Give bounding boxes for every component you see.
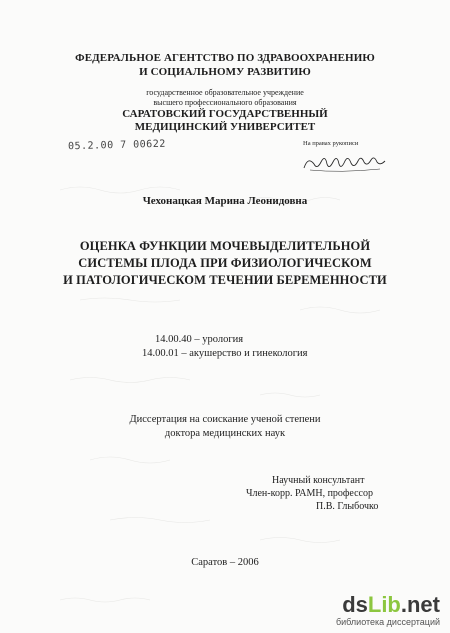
- title-line-2: СИСТЕМЫ ПЛОДА ПРИ ФИЗИОЛОГИЧЕСКОМ: [78, 256, 372, 270]
- dslib-subtitle: библиотека диссертаций: [335, 617, 440, 627]
- specialty-urology: 14.00.40 – урология: [155, 334, 244, 345]
- agency-line-1: ФЕДЕРАЛЬНОЕ АГЕНТСТВО ПО ЗДРАВООХРАНЕНИЮ: [75, 52, 375, 64]
- dslib-watermark: [320, 594, 440, 627]
- dslib-logo: [320, 594, 440, 616]
- degree-line-1: Диссертация на соискание ученой степени: [129, 414, 321, 425]
- logo-part-ds: ds: [342, 592, 368, 617]
- title-line-1: ОЦЕНКА ФУНКЦИИ МОЧЕВЫДЕЛИТЕЛЬНОЙ: [79, 239, 371, 253]
- institution-type-line-1: государственное образовательное учреждение: [146, 88, 304, 97]
- consultant-title: Член-корр. РАМН, профессор: [246, 488, 373, 499]
- degree-line-2: доктора медицинских наук: [164, 428, 286, 439]
- specialty-obstetrics: 14.00.01 – акушерство и гинекология: [142, 348, 308, 359]
- title-line-3: И ПАТОЛОГИЧЕСКОМ ТЕЧЕНИИ БЕРЕМЕННОСТИ: [63, 273, 387, 287]
- logo-part-net: .net: [400, 592, 440, 617]
- institution-name-line-2: МЕДИЦИНСКИЙ УНИВЕРСИТЕТ: [134, 121, 316, 133]
- logo-part-lib: Lib: [367, 592, 401, 617]
- author-signature: [300, 150, 395, 176]
- city-year: Саратов – 2006: [191, 557, 259, 568]
- consultant-name: П.В. Глыбочко: [316, 501, 379, 512]
- institution-type-line-2: высшего профессионального образования: [153, 98, 297, 107]
- consultant-label: Научный консультант: [272, 475, 365, 486]
- registration-stamp-number: 05.2.00 7 00622: [67, 138, 166, 153]
- agency-line-2: И СОЦИАЛЬНОМУ РАЗВИТИЮ: [139, 66, 311, 78]
- author-name: Чехонацкая Марина Леонидовна: [142, 195, 308, 207]
- institution-name-line-1: САРАТОВСКИЙ ГОСУДАРСТВЕННЫЙ: [122, 108, 328, 120]
- manuscript-rights-note: На правах рукописи: [303, 140, 359, 147]
